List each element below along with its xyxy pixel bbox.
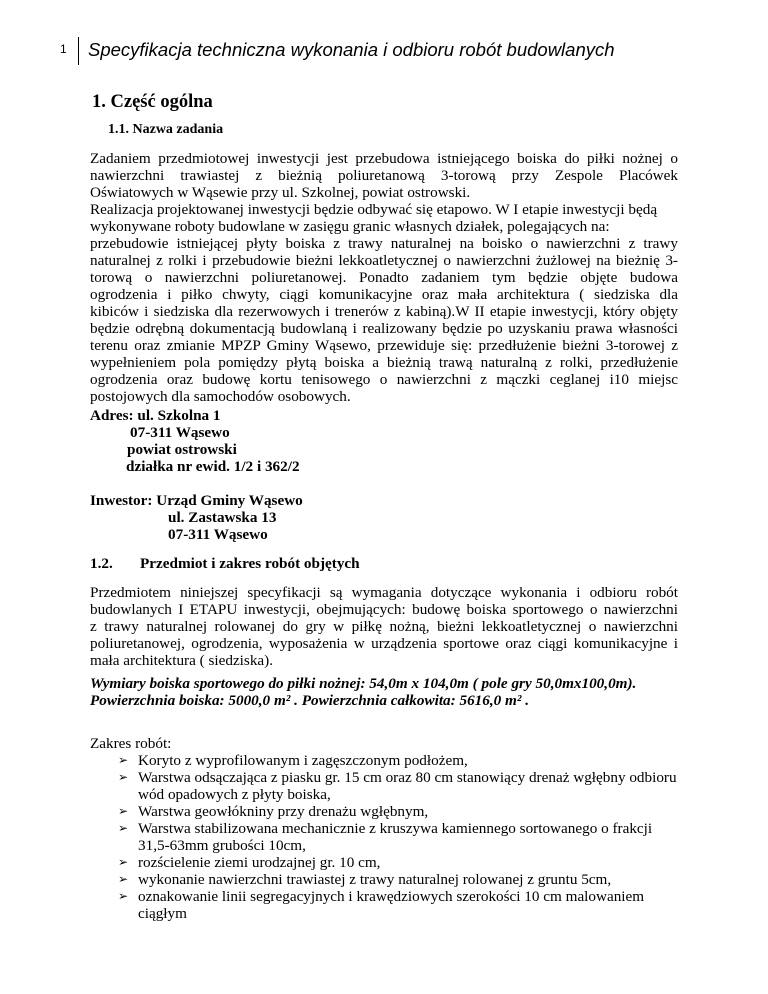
paragraph-line: z trawy naturalnej rolowanej do gry w piłkę nożną, bieżni lekkoatletycznej o nawierzchni [90,618,678,635]
arrow-bullet-icon: ➢ [118,889,129,903]
list-item: ➢ oznakowanie linii segregacyjnych i krawędziowych szerokości 10 cm malowaniem ciągłym [118,888,645,922]
subsection-number-scope: 1.2. [90,555,113,572]
paragraph-line: ogrodzenia i piłko chwyty, ciągi komunikacyjne oraz mała architektura ( siedziska dla [90,286,678,303]
arrow-bullet-icon: ➢ [118,872,129,886]
paragraph-line: wypełnieniem pola pomiędzy płytą boiska a bieżnią trawą naturalną z rolki, przedłużenie [90,354,678,371]
task-description-paragraph [90,150,678,405]
subsection-heading-scope: Przedmiot i zakres robót objętych [140,555,360,572]
list-item: ➢ wykonanie nawierzchni trawiastej z trawy naturalnej rolowanej z gruntu 5cm, [118,871,612,888]
subsection-heading-task-name: 1.1. Nazwa zadania [108,122,224,137]
scope-of-works-list [118,752,678,922]
paragraph-line: wykonywane roboty budowlane w zasięgu granic własnych działek, polegających na: [90,218,610,235]
section-heading-general: 1. Część ogólna [92,92,213,112]
arrow-bullet-icon: ➢ [118,753,129,767]
scope-of-works-label: Zakres robót: [90,735,172,752]
address-parcel: działka nr ewid. 1/2 i 362/2 [126,458,300,475]
paragraph-line: mała architektura ( siedziska). [90,652,274,669]
page-number: 1 [60,42,67,56]
list-item: ➢ Warstwa geowłókniny przy drenażu wgłębnym, [118,803,429,820]
paragraph-line: budowlanych I ETAPU inwestycji, obejmujących: budowę boiska sportowego o nawierzchni [90,601,678,618]
scope-description-paragraph [90,584,678,669]
paragraph-line: naturalnej z rolki i przebudowie bieżni lekkoatletycznej o nawierzchni żużlowej na bieżnię 3- [90,252,678,269]
paragraph-line: nawierzchni trawiastej z bieżnią poliuretanową 3-torową przy Zespole Placówek [90,167,678,184]
address-label: Adres: ul. Szkolna 1 [90,407,221,424]
field-dimensions [90,675,678,709]
investor-postal: 07-311 Wąsewo [168,526,268,543]
list-item: ➢ Warstwa odsączająca z piasku gr. 15 cm oraz 80 cm stanowiący drenaż wgłębny odbioru wód opadowych z płyty boiska, [118,769,677,803]
paragraph-line: Realizacja projektowanej inwestycji będzie odbywać się etapowo. W I etapie inwestycji będą [90,201,658,218]
dimensions-line: Wymiary boiska sportowego do piłki nożnej: 54,0m x 104,0m ( pole gry 50,0mx100,0m). [90,675,637,692]
list-item: ➢ Koryto z wyprofilowanym i zagęszczonym podłożem, [118,752,468,769]
paragraph-line: przebudowie istniejącej płyty boiska z trawy naturalnej na boisko o nawierzchni z trawy [90,235,678,252]
address-county: powiat ostrowski [127,441,237,458]
paragraph-line: Przedmiotem niniejszej specyfikacji są wymagania dotyczące wykonania i odbioru robót [90,584,678,601]
document-header-title: Specyfikacja techniczna wykonania i odbioru robót budowlanych [88,39,615,60]
paragraph-line: torową o nawierzchni poliuretanowej. Ponadto zadaniem tym będzie objęte budowa [90,269,678,286]
paragraph-line: kibiców i siedziska dla rezerwowych i trenerów z kabiną).W II etapie inwestycji, który objęty [90,303,678,320]
paragraph-line: postojowych dla samochodów osobowych. [90,388,351,405]
area-line: Powierzchnia boiska: 5000,0 m² . Powierzchnia całkowita: 5616,0 m² . [90,692,530,709]
paragraph-line: Zadaniem przedmiotowej inwestycji jest przebudowa istniejącego boiska do piłki nożnej o [90,150,678,167]
list-item: ➢ rozścielenie ziemi urodzajnej gr. 10 cm, [118,854,381,871]
paragraph-line: ogrodzenia oraz budowę kortu tenisowego o nawierzchni z mączki ceglanej i10 miejsc [90,371,678,388]
arrow-bullet-icon: ➢ [118,855,129,869]
investor-label: Inwestor: Urząd Gminy Wąsewo [90,492,303,509]
investor-street: ul. Zastawska 13 [168,509,277,526]
arrow-bullet-icon: ➢ [118,804,129,818]
paragraph-line: poliuretanowej, ogrodzenia, wyposażenia w urządzenia sportowe oraz ciągi komunikacyjne i [90,635,678,652]
arrow-bullet-icon: ➢ [118,770,129,784]
list-item: ➢ Warstwa stabilizowana mechanicznie z kruszywa kamiennego sortowanego o frakcji 31,5-63mm grubości 10cm, [118,820,653,854]
paragraph-line: Oświatowych w Wąsewie przy ul. Szkolnej, powiat ostrowski. [90,184,471,201]
header-divider [78,37,79,65]
arrow-bullet-icon: ➢ [118,821,129,835]
address-postal: 07-311 Wąsewo [130,424,230,441]
paragraph-line: terenu oraz zmianie MPZP Gminy Wąsewo, przewiduje się: przedłużenie bieżni 3-torowej z [90,337,678,354]
paragraph-line: będzie odrębną dokumentacją budowlaną i realizowany będzie po uzyskaniu prawa własności [90,320,678,337]
